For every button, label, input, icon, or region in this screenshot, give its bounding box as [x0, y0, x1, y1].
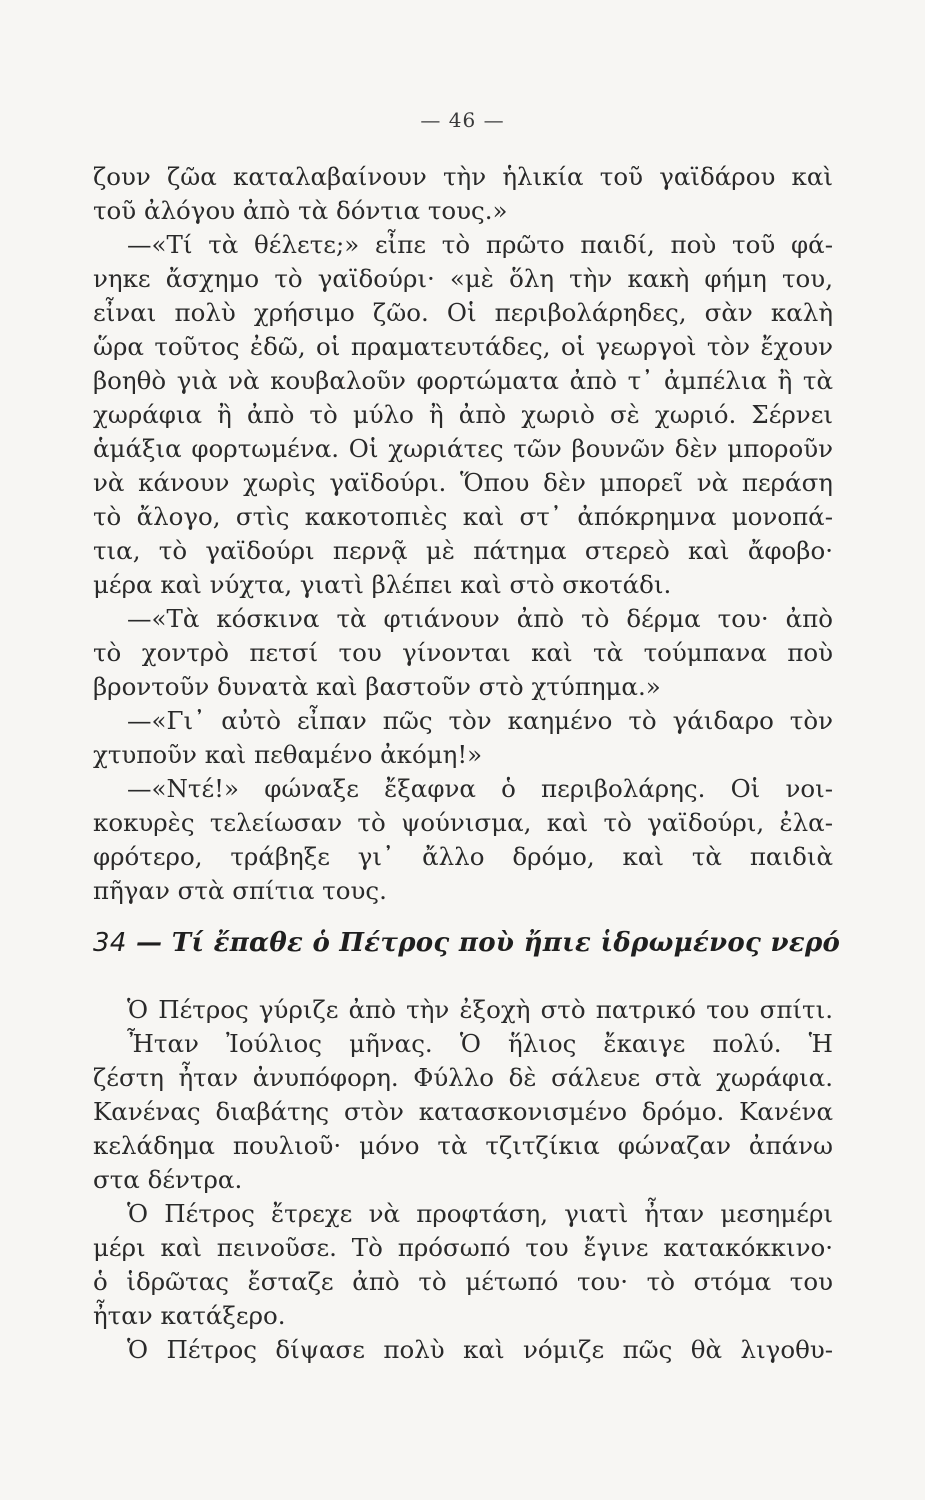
text-line: στα δέντρα. [93, 1165, 243, 1194]
section-heading [93, 928, 841, 958]
text-line: —«Τὰ κόσκινα τὰ φτιάνουν ἀπὸ τὸ δέρμα του· ἀπὸ [127, 604, 833, 633]
section-title: Τί ἔπαθε ὁ Πέτρος ποὺ ἤπιε ἱδρωμένος νερό [171, 928, 841, 958]
text-line: Ἦταν Ἰούλιος μῆνας. Ὁ ἥλιος ἔκαιγε πολύ. Ἡ [127, 1029, 833, 1058]
text-line: τὸ ἄλογο, στὶς κακοτοπιὲς καὶ στ᾽ ἀπόκρημνα μονοπά- [93, 502, 833, 531]
text-line: χωράφια ἢ ἀπὸ τὸ μύλο ἢ ἀπὸ χωριὸ σὲ χωριό. Σέρνει [93, 400, 833, 429]
text-block-1 [93, 160, 833, 908]
text-line: —«Γι᾽ αὐτὸ εἶπαν πῶς τὸν καημένο τὸ γάιδαρο τὸν [127, 706, 833, 735]
page-number: — 46 — [420, 108, 505, 132]
text-line: κοκυρὲς τελείωσαν τὸ ψούνισμα, καὶ τὸ γαϊδούρι, ἐλα- [93, 808, 833, 837]
section-dash: — [136, 928, 163, 958]
text-line: —«Ντέ!» φώναξε ἔξαφνα ὁ περιβολάρης. Οἱ νοι- [127, 774, 833, 803]
text-line: ὁ ἱδρῶτας ἔσταζε ἀπὸ τὸ μέτωπό του· τὸ στόμα του [93, 1267, 833, 1296]
text-line: εἶναι πολὺ χρήσιμο ζῶο. Οἱ περιβολάρηδες, σὰν καλὴ [93, 298, 833, 327]
text-line: φρότερο, τράβηξε γι᾽ ἄλλο δρόμο, καὶ τὰ παιδιὰ [93, 842, 833, 871]
text-line: ἁμάξια φορτωμένα. Οἱ χωριάτες τῶν βουνῶν δὲν μποροῦν [93, 434, 833, 463]
text-line: ζέστη ἦταν ἀνυπόφορη. Φύλλο δὲ σάλευε στὰ χωράφια. [93, 1063, 833, 1092]
text-line: νηκε ἄσχημο τὸ γαϊδούρι· «μὲ ὅλη τὴν κακὴ φήμη του, [93, 264, 833, 293]
text-line: —«Τί τὰ θέλετε;» εἶπε τὸ πρῶτο παιδί, ποὺ τοῦ φά- [127, 230, 833, 259]
text-line: μέρι καὶ πεινοῦσε. Τὸ πρόσωπό του ἔγινε κατακόκκινο· [93, 1233, 833, 1262]
text-line: ζουν ζῶα καταλαβαίνουν τὴν ἡλικία τοῦ γαϊδάρου καὶ [93, 162, 833, 191]
section-number: 34 [93, 928, 127, 958]
text-line: ἦταν κατάξερο. [93, 1301, 286, 1330]
text-line: τὸ χοντρὸ πετσί του γίνονται καὶ τὰ τούμπανα ποὺ [93, 638, 833, 667]
text-line: Ὁ Πέτρος γύριζε ἀπὸ τὴν ἐξοχὴ στὸ πατρικό του σπίτι. [127, 995, 833, 1024]
text-line: βροντοῦν δυνατὰ καὶ βαστοῦν στὸ χτύπημα.» [93, 672, 661, 701]
text-line: κελάδημα πουλιοῦ· μόνο τὰ τζιτζίκια φώναζαν ἀπάνω [93, 1131, 833, 1160]
text-line: μέρα καὶ νύχτα, γιατὶ βλέπει καὶ στὸ σκοτάδι. [93, 570, 672, 599]
text-line: τοῦ ἀλόγου ἀπὸ τὰ δόντια τους.» [93, 196, 508, 225]
text-block-2 [93, 993, 833, 1367]
text-line: νὰ κάνουν χωρὶς γαϊδούρι. Ὅπου δὲν μπορεῖ νὰ περάση [93, 468, 833, 497]
text-line: ὥρα τοῦτος ἐδῶ, οἱ πραματευτάδες, οἱ γεωργοὶ τὸν ἔχουν [93, 332, 833, 361]
text-line: Ὁ Πέτρος ἔτρεχε νὰ προφτάση, γιατὶ ἦταν μεσημέρι [127, 1199, 833, 1228]
text-line: χτυποῦν καὶ πεθαμένο ἀκόμη!» [93, 740, 483, 769]
text-line: βοηθὸ γιὰ νὰ κουβαλοῦν φορτώματα ἀπὸ τ᾽ ἀμπέλια ἢ τὰ [93, 366, 833, 395]
text-line: πῆγαν στὰ σπίτια τους. [93, 876, 387, 905]
text-line: Κανένας διαβάτης στὸν κατασκονισμένο δρόμο. Κανένα [93, 1097, 833, 1126]
text-line: τια, τὸ γαϊδούρι περνᾷ μὲ πάτημα στερεὸ καὶ ἄφοβο· [93, 536, 833, 565]
text-line: Ὁ Πέτρος δίψασε πολὺ καὶ νόμιζε πῶς θὰ λιγοθυ- [127, 1335, 833, 1364]
